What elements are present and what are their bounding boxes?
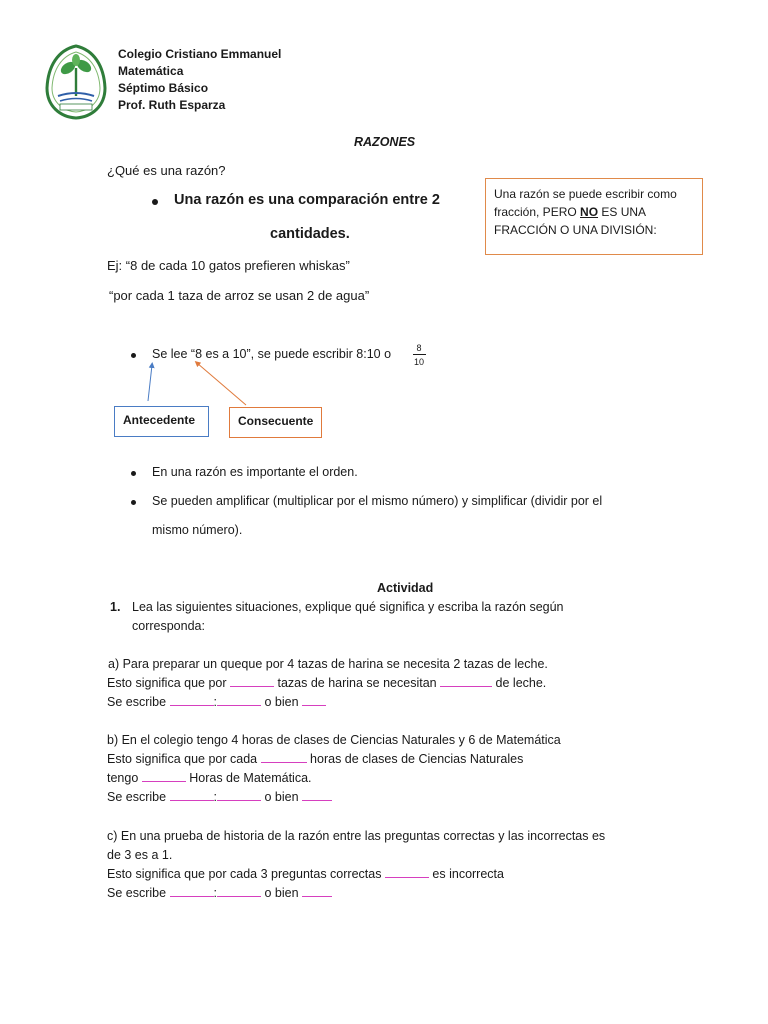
item-c-line-2: de 3 es a 1. xyxy=(107,848,173,862)
answer-blank[interactable] xyxy=(302,790,332,801)
example-2: “por cada 1 taza de arroz se usan 2 de agua” xyxy=(109,288,370,303)
bullet-dot xyxy=(131,500,136,505)
instruction-line-1: Lea las siguientes situaciones, explique qué significa y escriba la razón según xyxy=(132,600,564,614)
bullet-dot xyxy=(152,199,158,205)
note-text-1: Una razón se puede escribir como fracción, PERO xyxy=(494,187,677,219)
school-logo xyxy=(44,44,108,120)
definition-line-1: Una razón es una comparación entre 2 xyxy=(174,192,440,208)
answer-blank[interactable] xyxy=(302,695,326,706)
answer-blank[interactable] xyxy=(230,676,274,687)
item-a-line-3: Se escribe : o bien xyxy=(107,695,326,709)
note-box xyxy=(485,178,703,255)
answer-blank[interactable] xyxy=(170,790,214,801)
item-b-line-4: Se escribe : o bien xyxy=(107,790,332,804)
teacher-name: Prof. Ruth Esparza xyxy=(118,98,226,112)
page-title: RAZONES xyxy=(354,135,416,149)
consecuente-label: Consecuente xyxy=(229,407,322,438)
note-emphasis: NO xyxy=(580,205,599,219)
instruction-line-2: corresponda: xyxy=(132,619,205,633)
fraction-bar xyxy=(413,354,426,355)
bullet-amplify-2: mismo número). xyxy=(152,523,243,537)
answer-blank[interactable] xyxy=(170,695,214,706)
bullet-dot xyxy=(131,353,136,358)
answer-blank[interactable] xyxy=(217,790,261,801)
item-c-line-3: Esto significa que por cada 3 preguntas correctas es incorrecta xyxy=(107,867,504,881)
example-1: Ej: “8 de cada 10 gatos prefieren whiskas” xyxy=(107,258,350,273)
answer-blank[interactable] xyxy=(142,771,186,782)
answer-blank[interactable] xyxy=(170,886,214,897)
antecedente-label: Antecedente xyxy=(114,406,209,437)
reading-line: Se lee “8 es a 10”, se puede escribir 8:10 o xyxy=(152,347,392,361)
item-a-line-1: a) Para preparar un queque por 4 tazas de harina se necesita 2 tazas de leche. xyxy=(108,657,548,671)
note-text-2: ES UNA FRACCIÓN O UNA DIVISIÓN: xyxy=(494,205,657,237)
answer-blank[interactable] xyxy=(217,695,261,706)
bullet-amplify-1: Se pueden amplificar (multiplicar por el mismo número) y simplificar (dividir por el xyxy=(152,494,603,508)
subject-name: Matemática xyxy=(118,64,184,78)
instruction-number: 1. xyxy=(110,600,121,614)
answer-blank[interactable] xyxy=(217,886,261,897)
item-c-line-4: Se escribe : o bien xyxy=(107,886,332,900)
item-b-line-1: b) En el colegio tengo 4 horas de clases de Ciencias Naturales y 6 de Matemática xyxy=(107,733,561,747)
answer-blank[interactable] xyxy=(385,867,429,878)
answer-blank[interactable] xyxy=(440,676,492,687)
item-b-line-2: Esto significa que por cada horas de clases de Ciencias Naturales xyxy=(107,752,524,766)
item-a-line-2: Esto significa que por tazas de harina se necesitan de leche. xyxy=(107,676,547,690)
bullet-order: En una razón es importante el orden. xyxy=(152,465,358,479)
definition-line-2: cantidades. xyxy=(270,226,350,242)
answer-blank[interactable] xyxy=(302,886,332,897)
answer-blank[interactable] xyxy=(261,752,307,763)
fraction-denominator: 10 xyxy=(413,357,424,367)
school-name: Colegio Cristiano Emmanuel xyxy=(118,47,282,61)
question-heading: ¿Qué es una razón? xyxy=(107,163,226,178)
grade-level: Séptimo Básico xyxy=(118,81,209,95)
item-b-line-3: tengo Horas de Matemática. xyxy=(107,771,312,785)
fraction-numerator: 8 xyxy=(416,343,422,353)
bullet-dot xyxy=(131,471,136,476)
item-c-line-1: c) En una prueba de historia de la razón entre las preguntas correctas y las incorrectas es xyxy=(107,829,606,843)
activity-title: Actividad xyxy=(377,581,434,595)
